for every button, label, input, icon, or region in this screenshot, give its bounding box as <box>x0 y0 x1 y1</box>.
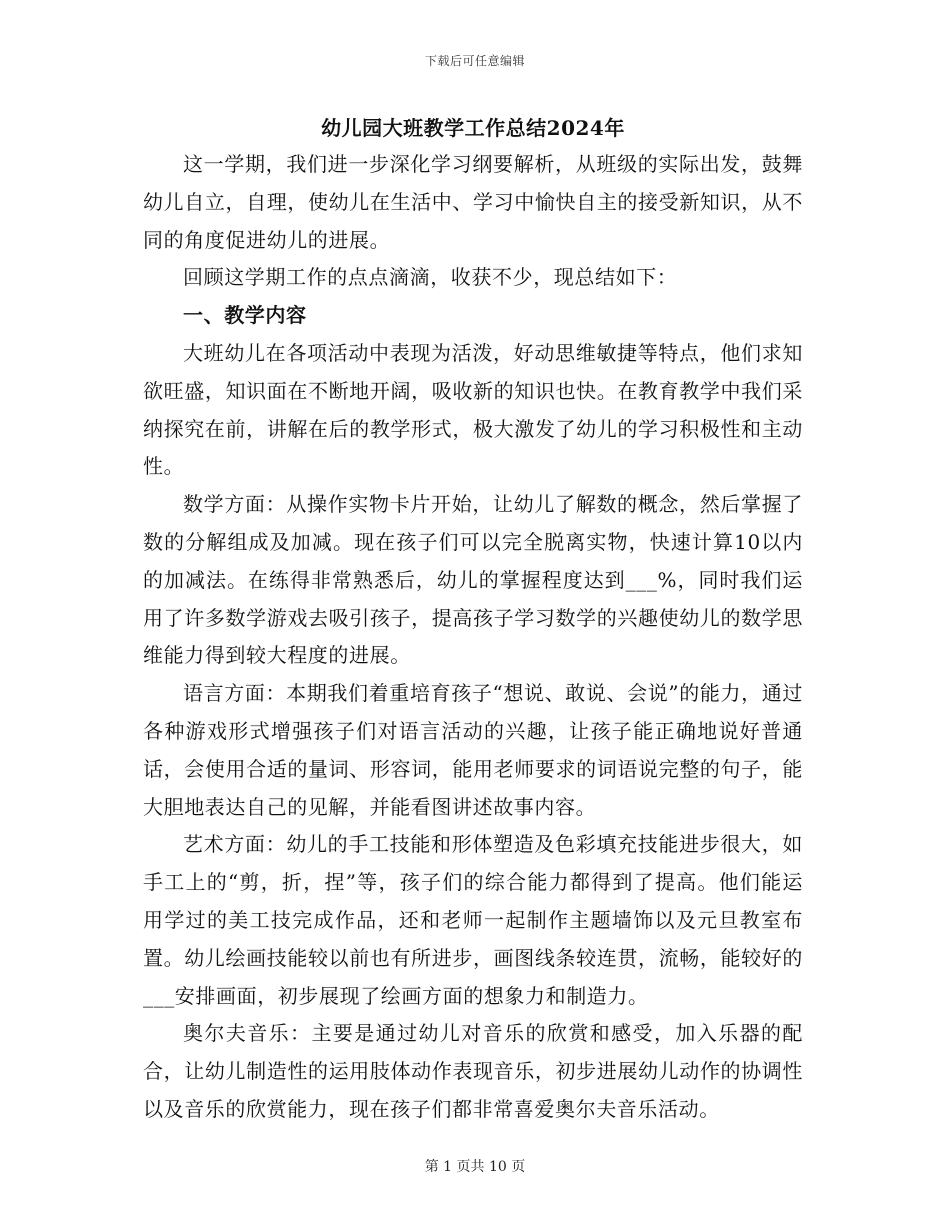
page-header: 下载后可任意编辑 <box>424 54 525 68</box>
page-footer: 第 1 页共 10 页 <box>424 1159 526 1175</box>
document-title: 幼儿园大班教学工作总结2024年 <box>321 116 625 140</box>
paragraph-art: 艺术方面：幼儿的手工技能和形体塑造及色彩填充技能进步很大，如手工上的“剪，折，捏”等，孩子们的综合能力都得到了提高。他们能运用学过的美工技完成作品，还和老师一起制作主题墙饰以及元旦教室布置。幼儿绘画技能较以前也有所进步，画图线条较连贯，流畅，能较好的___安排画面，初步展现了绘画方面的想象力和制造力。 <box>143 832 803 1008</box>
document-body <box>143 112 803 1129</box>
intro-paragraph-2: 回顾这学期工作的点点滴滴，收获不少，现总结如下： <box>183 265 678 290</box>
paragraph-overview: 大班幼儿在各项活动中表现为活泼，好动思维敏捷等特点，他们求知欲旺盛，知识面在不断地开阔，吸收新的知识也快。在教育教学中我们采纳探究在前，讲解在后的教学形式，极大激发了幼儿的学习积极性和主动性。 <box>143 340 803 479</box>
paragraph-orff-music: 奥尔夫音乐：主要是通过幼儿对音乐的欣赏和感受，加入乐器的配合，让幼儿制造性的运用肢体动作表现音乐，初步进展幼儿动作的协调性以及音乐的欣赏能力，现在孩子们都非常喜爱奥尔夫音乐活动。 <box>143 1021 803 1121</box>
section-heading-teaching-content: 一、教学内容 <box>183 303 307 328</box>
paragraph-language: 语言方面：本期我们着重培育孩子“想说、敢说、会说”的能力，通过各种游戏形式增强孩子们对语言活动的兴趣，让孩子能正确地说好普通话，会使用合适的量词、形容词，能用老师要求的词语说完整的句子，能大胆地表达自己的见解，并能看图讲述故事内容。 <box>143 681 803 819</box>
intro-paragraph-1: 这一学期，我们进一步深化学习纲要解析，从班级的实际出发，鼓舞幼儿自立，自理，使幼儿在生活中、学习中愉快自主的接受新知识，从不同的角度促进幼儿的进展。 <box>143 152 803 252</box>
paragraph-math: 数学方面：从操作实物卡片开始，让幼儿了解数的概念，然后掌握了数的分解组成及加减。现在孩子们可以完全脱离实物，快速计算10以内的加减法。在练得非常熟悉后，幼儿的掌握程度达到___%，同时我们运用了许多数学游戏去吸引孩子，提高孩子学习数学的兴趣使幼儿的数学思维能力得到较大程度的进展。 <box>143 492 803 668</box>
